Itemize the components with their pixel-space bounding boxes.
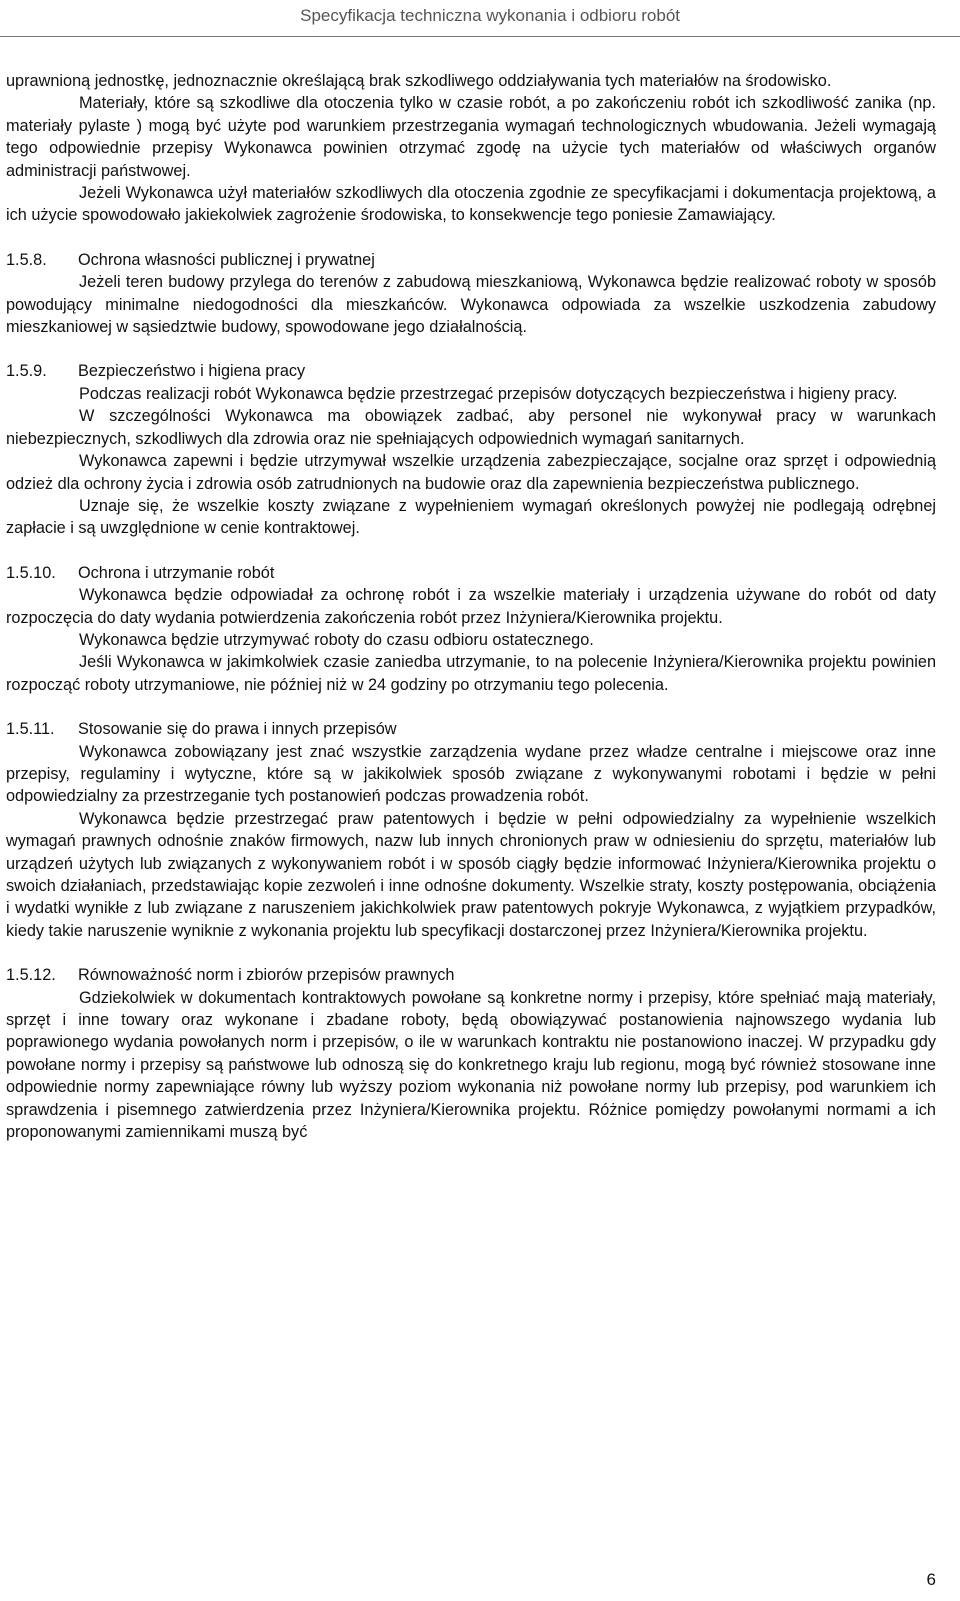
paragraph: Wykonawca zobowiązany jest znać wszystkie zarządzenia wydane przez władze centralne i miejscowe oraz inne przepisy, regulaminy i wytyczne, które są w jakikolwiek sposób związane z wykonywanymi robotami i będzie w pełni odpowiedzialny za przestrzeganie tych postanowień podczas prowadzenia robót. — [6, 742, 936, 806]
header-divider — [0, 36, 960, 37]
section-number: 1.5.11. — [6, 720, 55, 739]
paragraph: W szczególności Wykonawca ma obowiązek zadbać, aby personel nie wykonywał pracy w warunkach niebezpiecznych, szkodliwych dla zdrowia oraz nie spełniających odpowiednich wymagań sanitarnych. — [6, 407, 936, 448]
paragraph: Wykonawca będzie odpowiadał za ochronę robót i za wszelkie materiały i urządzenia używane do robót od daty rozpoczęcia do daty wydania potwierdzenia zakończenia robót przez Inżyniera/Kierownika projektu. — [6, 586, 936, 627]
document-body — [6, 70, 936, 1143]
header-title: Specyfikacja techniczna wykonania i odbioru robót — [300, 6, 680, 25]
section-number: 1.5.9. — [6, 362, 47, 381]
paragraph: Wykonawca będzie utrzymywać roboty do czasu odbioru ostatecznego. — [79, 630, 594, 649]
section-heading-1-5-10 — [6, 562, 936, 584]
paragraph: uprawnioną jednostkę, jednoznacznie określającą brak szkodliwego oddziaływania tych materiałów na środowisko. — [6, 72, 832, 90]
paragraph: Jeżeli teren budowy przylega do terenów z zabudową mieszkaniową, Wykonawca będzie realizować roboty w sposób powodujący minimalne niedogodności dla mieszkańców. Wykonawca odpowiada za wszelkie uszkodzenia zabudowy mieszkaniowej w sąsiedztwie budowy, spowodowane jego działalnością. — [6, 273, 936, 337]
section-title: Stosowanie się do prawa i innych przepisów — [78, 720, 397, 739]
paragraph: Gdziekolwiek w dokumentach kontraktowych powołane są konkretne normy i przepisy, które spełniać mają materiały, sprzęt i inne towary oraz wykonane i zbadane roboty, będą obowiązywać postanowienia najnowszego wydania lub poprawionego wydania powołanych norm i przepisów, o ile w warunkach kontraktu nie postanowiono inaczej. W przypadku gdy powołane normy i przepisy są państwowe lub odnoszą się do konkretnego kraju lub regionu, mogą być również stosowane inne odpowiednie normy zapewniające równy lub wyższy poziom wykonania niż powołane normy lub przepisy, pod warunkiem ich sprawdzenia i pisemnego zatwierdzenia przez Inżyniera/Kierownika projektu. Różnice pomiędzy powołanymi normami a ich proponowanymi zamiennikami muszą być — [6, 988, 936, 1142]
paragraph: Wykonawca zapewni i będzie utrzymywał wszelkie urządzenia zabezpieczające, socjalne oraz sprzęt i odpowiednią odzież dla ochrony życia i zdrowia osób zatrudnionych na budowie oraz dla zapewnienia bezpieczeństwa publicznego. — [6, 452, 936, 493]
section-heading-1-5-12 — [6, 964, 936, 986]
section-number: 1.5.10. — [6, 563, 56, 582]
paragraph: Jeśli Wykonawca w jakimkolwiek czasie zaniedba utrzymanie, to na polecenie Inżyniera/Kierownika projektu powinien rozpocząć roboty utrzymaniowe, nie później niż w 24 godziny po otrzymaniu tego polecenia. — [6, 653, 936, 694]
paragraph: Uznaje się, że wszelkie koszty związane z wypełnieniem wymagań określonych powyżej nie podlegają odrębnej zapłacie i są uwzględnione w cenie kontraktowej. — [6, 496, 936, 538]
section-title: Równoważność norm i zbiorów przepisów prawnych — [78, 966, 455, 985]
section-number: 1.5.8. — [6, 250, 47, 269]
paragraph: Jeżeli Wykonawca użył materiałów szkodliwych dla otoczenia zgodnie ze specyfikacjami i dokumentacja projektową, a ich użycie spowodowało jakiekolwiek zagrożenie środowiska, to konsekwencje tego poniesie Zamawiający. — [6, 184, 936, 225]
paragraph: Podczas realizacji robót Wykonawca będzie przestrzegać przepisów dotyczących bezpieczeństwa i higieny pracy. — [79, 384, 898, 403]
page-number: 6 — [926, 1570, 936, 1589]
section-heading-1-5-8 — [6, 249, 936, 271]
section-title: Ochrona własności publicznej i prywatnej — [78, 250, 375, 269]
section-heading-1-5-11 — [6, 718, 936, 740]
paragraph: Wykonawca będzie przestrzegać praw patentowych i będzie w pełni odpowiedzialny za wypełnienie wszelkich wymagań prawnych odnośnie znaków firmowych, nazw lub innych chronionych praw w odniesieniu do sprzętu, materiałów lub urządzeń użytych lub związanych z wykonywaniem robót i w sposób ciągły będzie informować Inżyniera/Kierownika projektu o swoich działaniach, przedstawiając kopie zezwoleń i inne odnośne dokumenty. Wszelkie straty, koszty postępowania, obciążenia i wydatki wynikłe z lub związane z naruszeniem jakichkolwiek praw patentowych pokryje Wykonawca, z wyjątkiem przypadków, kiedy takie naruszenie wyniknie z wykonania projektu lub specyfikacji dostarczonej przez Inżyniera/Kierownika projektu. — [6, 809, 936, 940]
page-header — [0, 0, 960, 40]
section-title: Ochrona i utrzymanie robót — [78, 563, 275, 582]
section-number: 1.5.12. — [6, 966, 56, 985]
section-title: Bezpieczeństwo i higiena pracy — [78, 362, 306, 381]
section-heading-1-5-9 — [6, 360, 936, 382]
paragraph: Materiały, które są szkodliwe dla otoczenia tylko w czasie robót, a po zakończeniu robót ich szkodliwość zanika (np. materiały pylaste ) mogą być użyte pod warunkiem przestrzegania wymagań technologicznych wbudowania. Jeżeli wymagają tego odpowiednie przepisy Wykonawca powinien otrzymać zgodę na użycie tych materiałów od właściwych organów administracji państwowej. — [6, 94, 936, 180]
